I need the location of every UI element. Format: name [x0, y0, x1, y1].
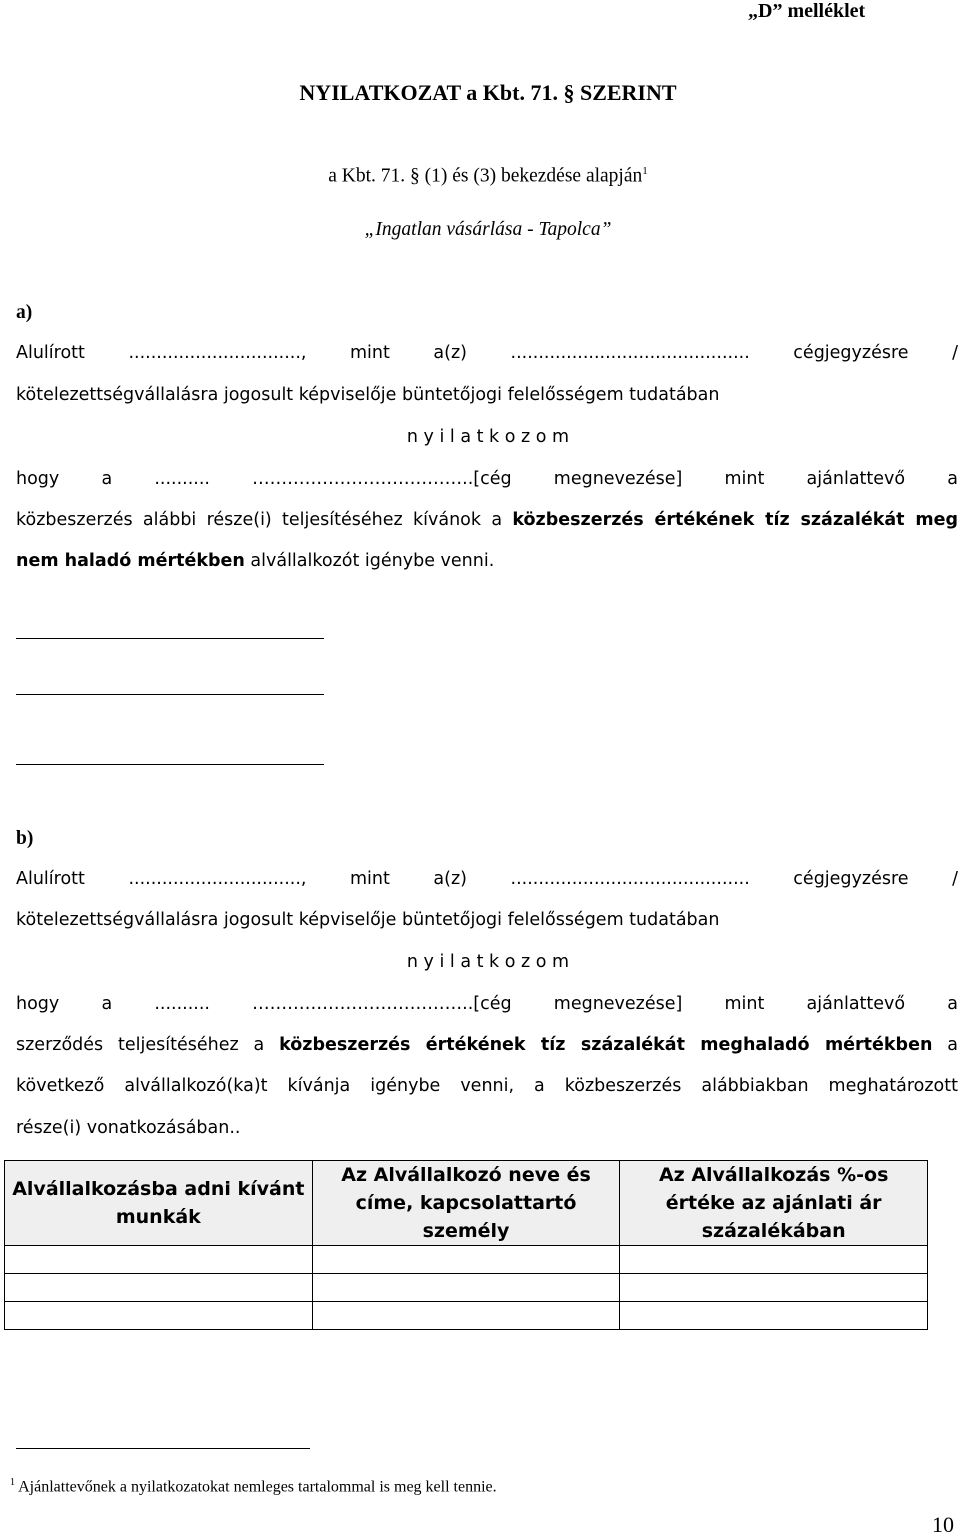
- table-cell-contact[interactable]: [312, 1274, 620, 1302]
- footnote-text: Ajánlattevőnek a nyilatkozatokat nemleges tartalommal is meg kell tennie.: [15, 1478, 497, 1496]
- project-name: „Ingatlan vásárlása - Tapolca”: [364, 219, 612, 240]
- section-a-line-5-bold: nem haladó mértékben: [16, 551, 245, 571]
- section-a-line-2: kötelezettségvállalásra jogosult képviselője büntetőjogi felelősségem tudatában: [16, 385, 720, 405]
- table-cell-contact[interactable]: [312, 1302, 620, 1330]
- blank-line-3: [16, 764, 324, 765]
- section-b-line-4: [16, 1035, 958, 1055]
- table-row: [5, 1302, 928, 1330]
- section-b-line-2: kötelezettségvállalásra jogosult képviselője büntetőjogi felelősségem tudatában: [16, 910, 720, 930]
- section-a-line-4-text: közbeszerzés alábbi része(i) teljesítéséhez kívánok a: [16, 510, 513, 530]
- section-b-line-4-text-b: a: [932, 1035, 958, 1055]
- footnote-number: 1: [10, 1477, 15, 1488]
- section-b-line-1: Alulírott ..............................., mint a(z) ........................................... cégjegyzésre /: [16, 869, 958, 889]
- section-a-declaration: n y i l a t k o z o m: [406, 427, 570, 447]
- subcontractor-table: [4, 1160, 928, 1330]
- footnote-reference: 1: [642, 165, 648, 177]
- table-header-contact: Az Alvállalkozó neve és címe, kapcsolattartó személy: [312, 1161, 620, 1246]
- annex-label: „D” melléklet: [748, 0, 866, 22]
- subtitle-text: a Kbt. 71. § (1) és (3) bekezdése alapján: [328, 165, 643, 187]
- section-a-label: a): [16, 302, 33, 323]
- footnote: [10, 1477, 497, 1496]
- table-row: [5, 1274, 928, 1302]
- document-subtitle: [0, 165, 960, 188]
- table-header-percentage: Az Alvállalkozás %-os értéke az ajánlati ár százalékában: [620, 1161, 928, 1246]
- footnote-separator: [16, 1448, 310, 1449]
- section-b-declaration: n y i l a t k o z o m: [406, 952, 570, 972]
- section-b-line-5: következő alvállalkozó(ka)t kívánja igénybe venni, a közbeszerzés alábbiakban meghatározott: [16, 1076, 958, 1096]
- table-cell-percentage[interactable]: [620, 1246, 928, 1274]
- table-cell-work[interactable]: [5, 1274, 313, 1302]
- blank-line-2: [16, 694, 324, 695]
- section-b-line-4-text-a: szerződés teljesítéséhez a: [16, 1035, 280, 1055]
- section-b-line-4-bold: közbeszerzés értékének tíz százalékát meghaladó mértékben: [279, 1035, 933, 1055]
- page-number: 10: [932, 1512, 954, 1537]
- section-b-line-6: része(i) vonatkozásában..: [16, 1118, 241, 1138]
- blank-line-1: [16, 638, 324, 639]
- section-a-line-4-bold: közbeszerzés értékének tíz százalékát meg: [512, 510, 958, 530]
- section-a-line-4: [16, 510, 958, 530]
- table-cell-percentage[interactable]: [620, 1302, 928, 1330]
- document-title: NYILATKOZAT a Kbt. 71. § SZERINT: [299, 80, 677, 105]
- table-cell-contact[interactable]: [312, 1246, 620, 1274]
- table-cell-work[interactable]: [5, 1246, 313, 1274]
- section-a-line-1: Alulírott ..............................., mint a(z) ........................................... cégjegyzésre /: [16, 343, 958, 363]
- table-cell-work[interactable]: [5, 1302, 313, 1330]
- section-b-line-3: hogy a .......... ………………………………..[cég megnevezése] mint ajánlattevő a: [16, 994, 958, 1014]
- table-header-work: Alvállalkozásba adni kívánt munkák: [5, 1161, 313, 1246]
- section-a-line-5-text: alvállalkozót igénybe venni.: [244, 551, 495, 571]
- section-a-line-5: [16, 551, 494, 571]
- section-a-line-3: hogy a .......... ………………………………..[cég megnevezése] mint ajánlattevő a: [16, 469, 958, 489]
- table-cell-percentage[interactable]: [620, 1274, 928, 1302]
- section-b-label: b): [16, 828, 34, 849]
- table-row: [5, 1246, 928, 1274]
- table-header-row: [5, 1161, 928, 1246]
